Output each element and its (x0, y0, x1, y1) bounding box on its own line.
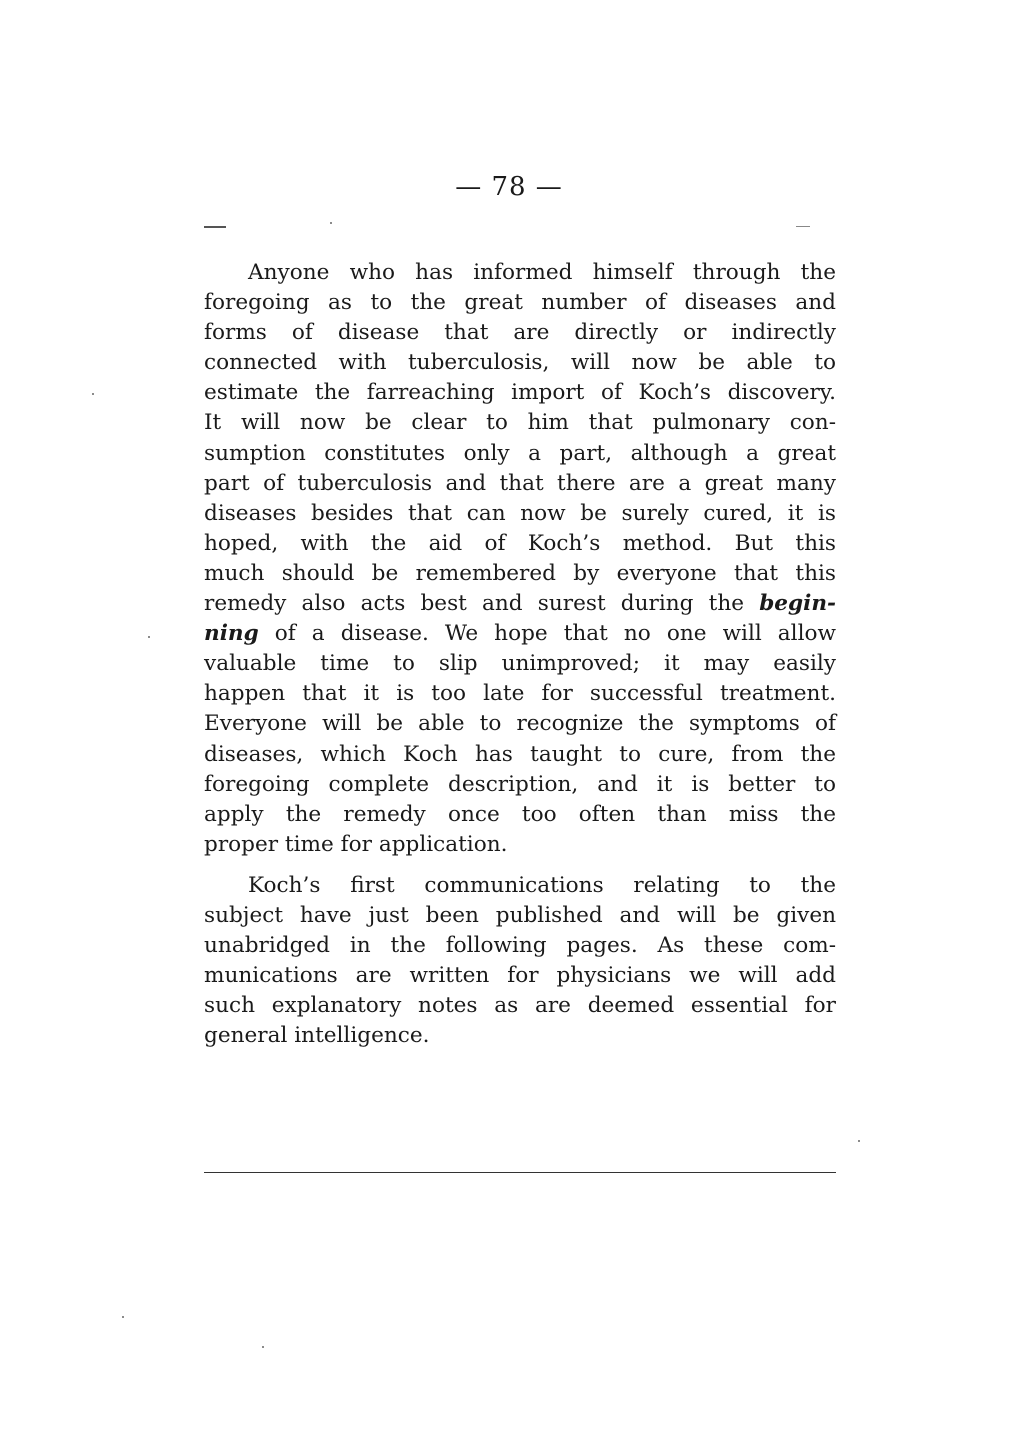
text-line-with-emphasis (204, 619, 836, 649)
text-line: Everyone will be able to recognize the symptoms of (204, 711, 836, 737)
text-line: subject have just been published and will be given (204, 902, 836, 928)
text-line: general intelligence. (204, 1023, 430, 1049)
paragraph-1 (204, 258, 836, 860)
text-line: foregoing complete description, and it is better to (204, 771, 836, 797)
emphasized-word-ning: ning (204, 621, 259, 647)
text-line: much should be remembered by everyone that this (204, 560, 836, 586)
text-line: hoped, with the aid of Koch’s method. But this (204, 530, 836, 556)
text-fragment: remedy also acts best and surest during the (204, 591, 760, 617)
scan-speck (148, 636, 150, 638)
text-line: apply the remedy once too often than miss the (204, 801, 836, 827)
text-line: forms of disease that are directly or indirectly (204, 320, 836, 346)
scan-speck (92, 393, 94, 395)
text-line: munications are written for physicians we will add (204, 963, 836, 989)
paragraph-2 (204, 871, 836, 1052)
text-line: part of tuberculosis and that there are a great many (204, 470, 836, 496)
scan-speck (858, 1140, 860, 1142)
top-rule-mark-left (204, 226, 226, 228)
text-line: unabridged in the following pages. As these com- (204, 933, 836, 959)
page-number: — 78 — (455, 172, 563, 202)
paragraph-gap (204, 860, 836, 871)
text-line: Anyone who has informed himself through the (248, 260, 836, 285)
text-line: diseases besides that can now be surely cured, it is (204, 500, 836, 526)
bottom-rule (204, 1172, 836, 1174)
text-line: sumption constitutes only a part, although a great (204, 440, 836, 466)
text-line: It will now be clear to him that pulmonary con- (204, 410, 836, 436)
emphasized-word-begin: begin- (759, 591, 836, 617)
scan-speck (330, 222, 332, 224)
scan-speck (262, 1346, 264, 1348)
top-rule-mark-right (796, 226, 810, 227)
text-line-with-emphasis (204, 589, 836, 619)
text-line: estimate the farreaching import of Koch’s discovery. (204, 380, 836, 406)
body-text (204, 258, 836, 1051)
text-line: happen that it is too late for successful treatment. (204, 681, 836, 707)
text-line: diseases, which Koch has taught to cure, from the (204, 741, 836, 767)
text-fragment: of a disease. We hope that no one will allow (274, 621, 836, 647)
text-line: valuable time to slip unimproved; it may easily (204, 651, 836, 677)
text-line: such explanatory notes as are deemed essential for (204, 993, 836, 1019)
scan-speck (122, 1316, 124, 1318)
text-line: proper time for application. (204, 831, 508, 857)
text-line: Koch’s first communications relating to the (248, 872, 836, 898)
text-line: connected with tuberculosis, will now be able to (204, 350, 836, 376)
text-line: foregoing as to the great number of diseases and (204, 290, 836, 316)
